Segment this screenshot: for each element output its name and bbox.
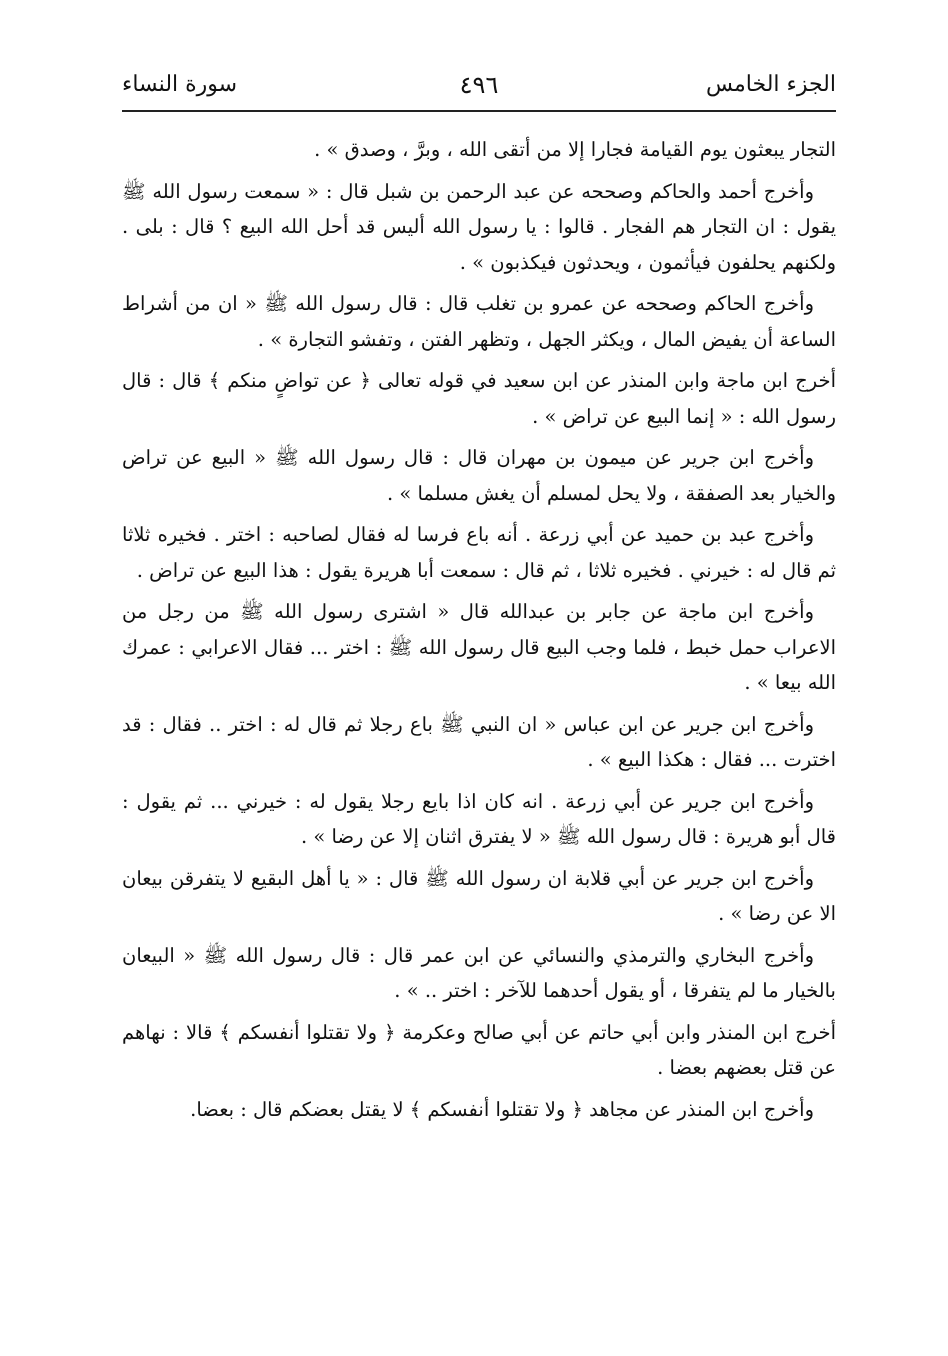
part-title: الجزء الخامس [705, 72, 836, 97]
paragraph: وأخرج البخاري والترمذي والنسائي عن ابن عمر قال : قال رسول الله ﷺ « البيعان بالخيار ما لم يتفرقا ، أو يقول أحدهما للآخر : اختر .. » . [122, 943, 836, 1002]
paragraph: وأخرج الحاكم وصححه عن عمرو بن تغلب قال : قال رسول الله ﷺ « ان من أشراط الساعة أن يفيض المال ، ويكثر الجهل ، وتظهر الفتن ، وتفشو التجارة » . [122, 292, 836, 351]
page-header [122, 60, 836, 112]
paragraph: وأخرج ابن المنذر عن مجاهد ﴿ ولا تقتلوا أنفسكم ﴾ لا يقتل بعضكم قال : بعضا. [190, 1097, 814, 1121]
surah-title: سورة النساء [122, 72, 238, 97]
paragraph: وأخرج ابن جرير عن ابن عباس « ان النبي ﷺ باع رجلا ثم قال له : اختر .. فقال : قد اخترت ... فقال : هكذا البيع » . [122, 712, 836, 771]
paragraph: وأخرج عبد بن حميد عن أبي زرعة . أنه باع فرسا له فقال لصاحبه : اختر . فخيره ثلاثا ثم قال له : خيرني . فخيره ثلاثا ، ثم قال : سمعت أبا هريرة يقول : هذا البيع عن تراض . [122, 523, 836, 582]
paragraph: التجار يبعثون يوم القيامة فجارا إلا من أتقى الله ، وبرَّ ، وصدق » . [314, 138, 836, 161]
paragraph: أخرج ابن ماجة وابن المنذر عن ابن سعيد في قوله تعالى ﴿ عن تواضٍ منكم ﴾ قال : قال رسول الله : « إنما البيع عن تراض » . [122, 369, 836, 428]
paragraph: وأخرج ابن جرير عن أبي قلابة ان رسول الله ﷺ قال : « يا أهل البقيع لا يتفرقن بيعان الا عن رضا » . [122, 866, 836, 925]
paragraph: وأخرج ابن جرير عن أبي زرعة . انه كان اذا بايع رجلا يقول له : خيرني ... ثم يقول : قال أبو هريرة : قال رسول الله ﷺ « لا يفترق اثنان إلا عن رضا » . [122, 789, 836, 848]
paragraph: وأخرج أحمد والحاكم وصححه عن عبد الرحمن بن شبل قال : « سمعت رسول الله ﷺ يقول : ان التجار هم الفجار . قالوا : يا رسول الله أليس قد أحل الله البيع ؟ قال : بلى . ولكنهم يحلفون فيأثمون ، ويحدثون فيكذبون » . [122, 179, 836, 274]
book-page [122, 60, 836, 1320]
page-number: ٤٩٦ [459, 71, 499, 99]
paragraph: وأخرج ابن ماجة عن جابر بن عبدالله قال « اشترى رسول الله ﷺ من رجل من الاعراب حمل خبط ، فلما وجب البيع قال رسول الله ﷺ : اختر ... فقال الاعرابي : عمرك الله بيعا » . [122, 600, 836, 694]
page-body [122, 132, 836, 1127]
paragraph: أخرج ابن المنذر وابن أبي حاتم عن أبي صالح وعكرمة ﴿ ولا تقتلوا أنفسكم ﴾ قالا : نهاهم عن قتل بعضهم بعضا . [122, 1020, 836, 1079]
paragraph: وأخرج ابن جرير عن ميمون بن مهران قال : قال رسول الله ﷺ « البيع عن تراض والخيار بعد الصفقة ، ولا يحل لمسلم أن يغش مسلما » . [122, 446, 836, 505]
